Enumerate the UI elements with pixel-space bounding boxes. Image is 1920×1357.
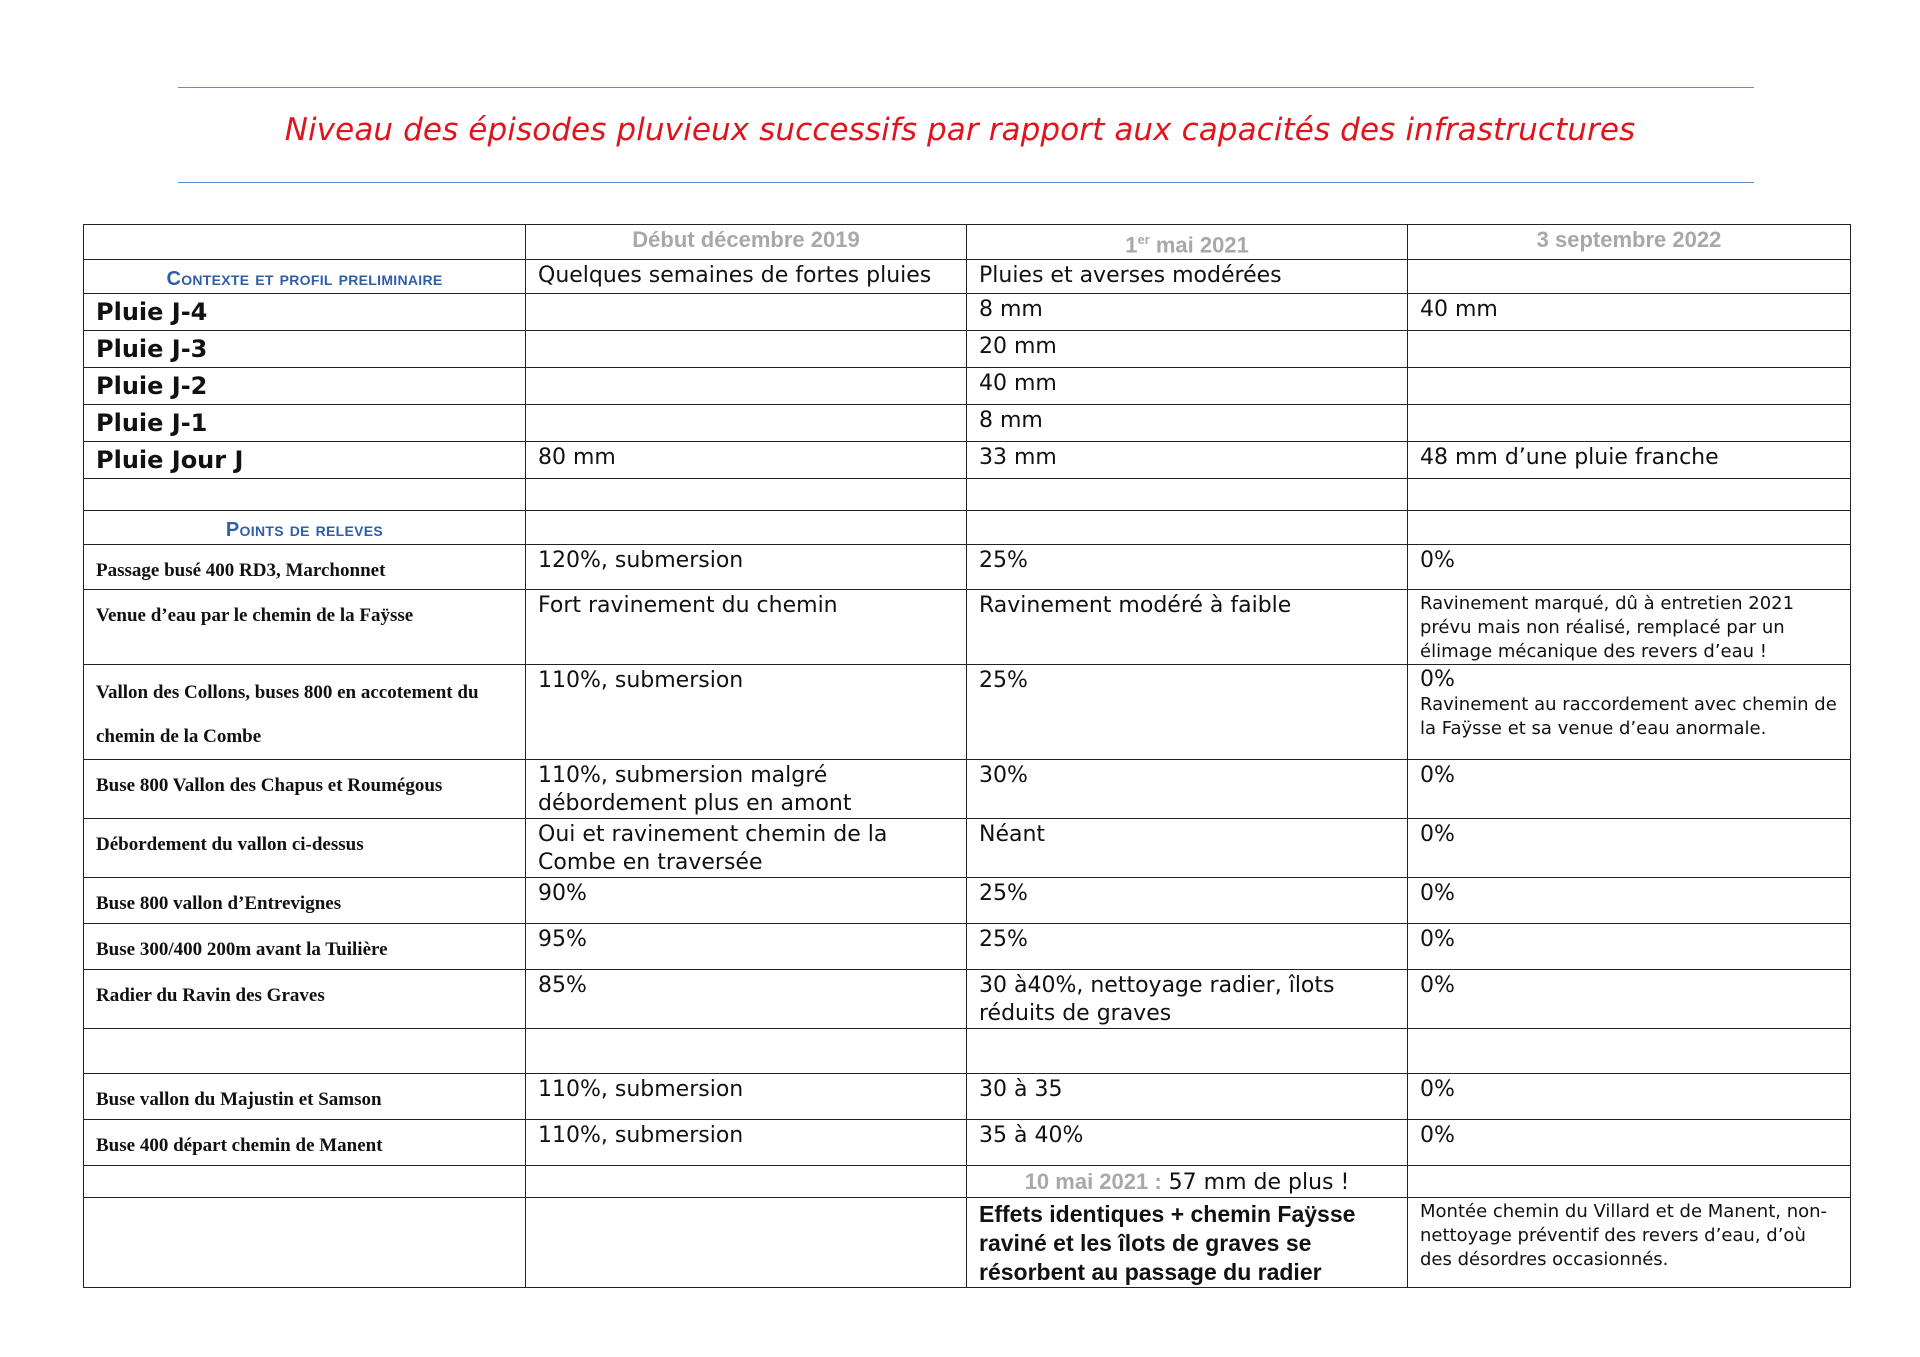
context-col1: Quelques semaines de fortes pluies [526, 260, 967, 294]
point-label: Buse 400 départ chemin de Manent [84, 1120, 526, 1166]
point-col1: 85% [526, 970, 967, 1029]
point-col3: 0% [1408, 878, 1851, 924]
rain-row [84, 368, 1851, 405]
point-col3: 0% [1408, 545, 1851, 590]
point-col2: 30 à40%, nettoyage radier, îlots réduits de graves [967, 970, 1408, 1029]
followup-effects: Effets identiques + chemin Faÿsse raviné et les îlots de graves se résorbent au passage du radier [967, 1198, 1408, 1288]
point-row [84, 1074, 1851, 1120]
bottom-rule [178, 182, 1754, 183]
point-col2: 25% [967, 665, 1408, 760]
point-label: Débordement du vallon ci-dessus [84, 819, 526, 878]
rain-col2: 8 mm [967, 294, 1408, 331]
point-row [84, 819, 1851, 878]
point-col3: Ravinement marqué, dû à entretien 2021 prévu mais non réalisé, remplacé par un élimage mécanique des revers d’eau ! [1408, 590, 1851, 665]
point-col1: 120%, submersion [526, 545, 967, 590]
followup-effects-row [84, 1198, 1851, 1288]
point-row [84, 924, 1851, 970]
rain-label: Pluie J-1 [84, 405, 526, 442]
rain-col2: 20 mm [967, 331, 1408, 368]
rain-label: Pluie Jour J [84, 442, 526, 479]
point-col2: 25% [967, 545, 1408, 590]
point-col1: 110%, submersion [526, 1120, 967, 1166]
rain-col1: 80 mm [526, 442, 967, 479]
point-col2: 25% [967, 924, 1408, 970]
point-row [84, 590, 1851, 665]
document-title: Niveau des épisodes pluvieux successifs par rapport aux capacités des infrastructures [284, 112, 1636, 148]
point-col1: 95% [526, 924, 967, 970]
point-label: Buse 800 Vallon des Chapus et Roumégous [84, 760, 526, 819]
rain-label: Pluie J-3 [84, 331, 526, 368]
header-row [84, 225, 1851, 260]
point-label: Passage busé 400 RD3, Marchonnet [84, 545, 526, 590]
rain-col1 [526, 368, 967, 405]
header-empty-cell [84, 225, 526, 260]
spacer-row [84, 479, 1851, 511]
point-col1: 110%, submersion malgré débordement plus en amont [526, 760, 967, 819]
point-col2: 25% [967, 878, 1408, 924]
rain-row [84, 405, 1851, 442]
point-row [84, 665, 1851, 760]
point-col2: Néant [967, 819, 1408, 878]
top-rule [178, 87, 1754, 88]
point-col2: 30% [967, 760, 1408, 819]
point-col2: Ravinement modéré à faible [967, 590, 1408, 665]
point-label: Buse 800 vallon d’Entrevignes [84, 878, 526, 924]
followup-date-cell: 10 mai 2021 : 57 mm de plus ! [967, 1166, 1408, 1198]
header-september-2022: 3 septembre 2022 [1408, 225, 1851, 260]
point-row [84, 760, 1851, 819]
rain-row [84, 331, 1851, 368]
rain-col3 [1408, 331, 1851, 368]
point-col1: Fort ravinement du chemin [526, 590, 967, 665]
rain-row [84, 442, 1851, 479]
rain-col2: 40 mm [967, 368, 1408, 405]
rain-col3: 40 mm [1408, 294, 1851, 331]
rain-label: Pluie J-4 [84, 294, 526, 331]
point-col3: 0% [1408, 760, 1851, 819]
point-row [84, 970, 1851, 1029]
followup-col3: Montée chemin du Villard et de Manent, non-nettoyage préventif des revers d’eau, d’où des désordres occasionnés. [1408, 1198, 1851, 1288]
point-col3: 0% [1408, 1074, 1851, 1120]
point-col3-note: Ravinement au raccordement avec chemin de la Faÿsse et sa venue d’eau anormale. [1420, 694, 1837, 740]
point-label: Radier du Ravin des Graves [84, 970, 526, 1029]
header-december-2019: Début décembre 2019 [526, 225, 967, 260]
rain-col3: 48 mm d’une pluie franche [1408, 442, 1851, 479]
points-header-row [84, 511, 1851, 545]
rain-col1 [526, 294, 967, 331]
rainfall-table [83, 224, 1851, 1288]
point-col3: 0% [1408, 819, 1851, 878]
point-label: Vallon des Collons, buses 800 en accotement du chemin de la Combe [84, 665, 526, 760]
rain-col1 [526, 331, 967, 368]
point-row [84, 545, 1851, 590]
followup-date-row [84, 1166, 1851, 1198]
rain-col2: 8 mm [967, 405, 1408, 442]
rain-label: Pluie J-2 [84, 368, 526, 405]
context-col2: Pluies et averses modérées [967, 260, 1408, 294]
point-row [84, 878, 1851, 924]
point-row [84, 1120, 1851, 1166]
spacer-row [84, 1029, 1851, 1074]
rain-col2: 33 mm [967, 442, 1408, 479]
rain-col3 [1408, 368, 1851, 405]
points-label: Points de releves [84, 511, 526, 545]
point-label: Venue d’eau par le chemin de la Faÿsse [84, 590, 526, 665]
header-may-2021: 1er mai 2021 [967, 225, 1408, 260]
point-col1: Oui et ravinement chemin de la Combe en traversée [526, 819, 967, 878]
context-label: Contexte et profil preliminaire [84, 260, 526, 294]
point-col3 [1408, 665, 1851, 760]
rain-row [84, 294, 1851, 331]
rain-col3 [1408, 405, 1851, 442]
point-label: Buse 300/400 200m avant la Tuilière [84, 924, 526, 970]
point-col1: 110%, submersion [526, 1074, 967, 1120]
point-col1: 110%, submersion [526, 665, 967, 760]
context-col3 [1408, 260, 1851, 294]
point-col3: 0% [1408, 924, 1851, 970]
rain-col1 [526, 405, 967, 442]
point-col1: 90% [526, 878, 967, 924]
point-col2: 35 à 40% [967, 1120, 1408, 1166]
point-label: Buse vallon du Majustin et Samson [84, 1074, 526, 1120]
point-col3: 0% [1408, 970, 1851, 1029]
point-col3-value: 0% [1420, 667, 1455, 693]
context-row [84, 260, 1851, 294]
point-col2: 30 à 35 [967, 1074, 1408, 1120]
point-col3: 0% [1408, 1120, 1851, 1166]
